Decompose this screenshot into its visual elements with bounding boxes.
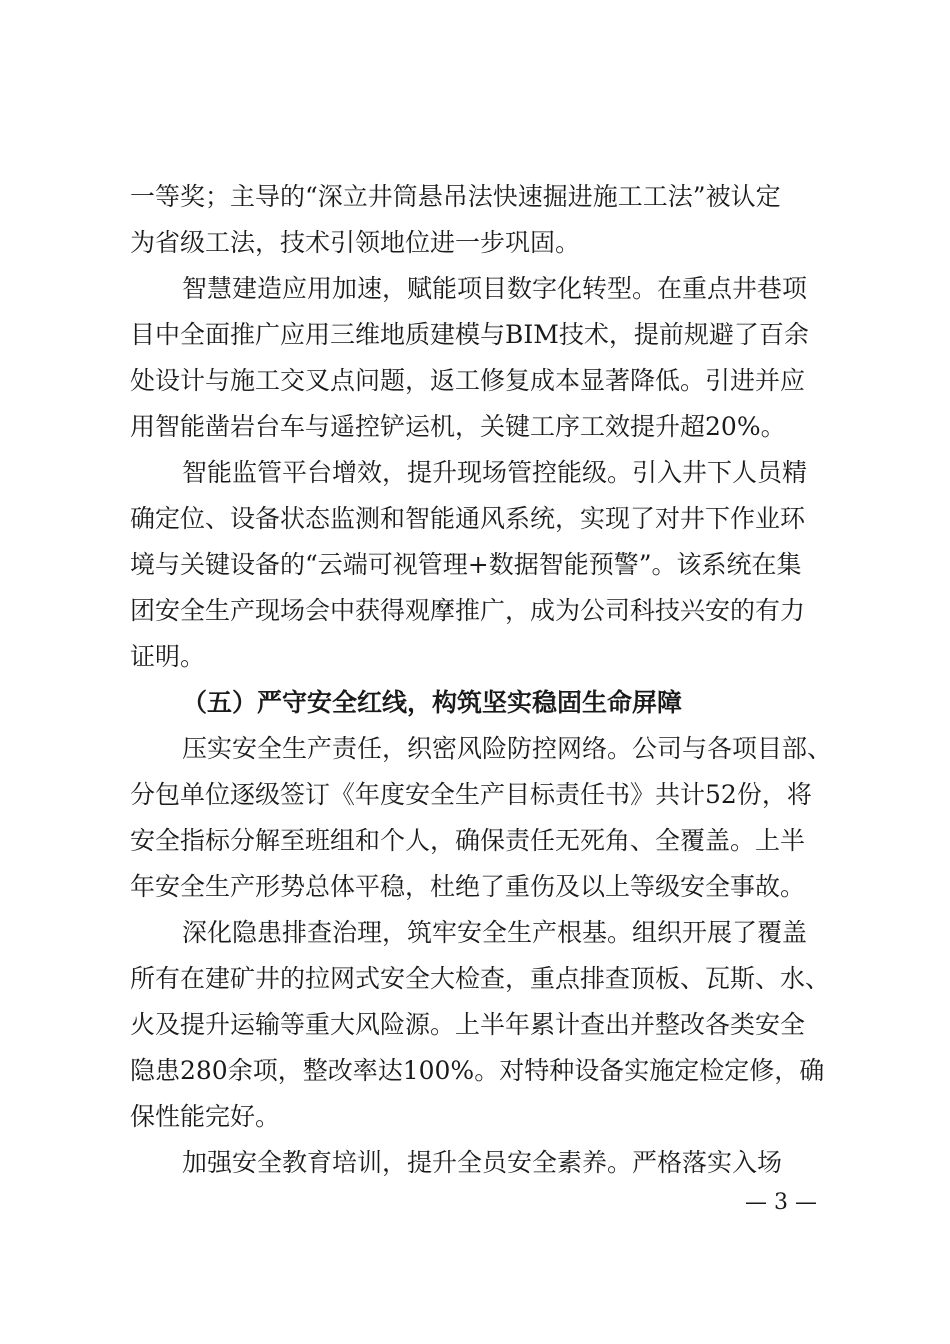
paragraph-line: 安全指标分解至班组和个人，确保责任无死角、全覆盖。上半: [130, 826, 806, 855]
paragraph-line: 境与关键设备的“云端可视管理+数据智能预警”。该系统在集: [130, 550, 802, 579]
paragraph-line: 隐患280余项，整改率达100%。对特种设备实施定检定修，确: [130, 1056, 825, 1085]
paragraph-line: 用智能凿岩台车与遥控铲运机，关键工序工效提升超20%。: [130, 412, 786, 441]
paragraph-line: 处设计与施工交叉点问题，返工修复成本显著降低。引进并应: [130, 366, 806, 395]
paragraph-line: 一等奖；主导的“深立井筒悬吊法快速掘进施工工法”被认定: [130, 182, 781, 211]
page-number: — 3 —: [745, 1190, 817, 1215]
paragraph-line: 保性能完好。: [130, 1102, 281, 1131]
paragraph-line: 为省级工法，技术引领地位进一步巩固。: [130, 228, 581, 257]
paragraph-line: 深化隐患排查治理，筑牢安全生产根基。组织开展了覆盖: [182, 918, 808, 947]
paragraph-line: 目中全面推广应用三维地质建模与BIM技术，提前规避了百余: [130, 320, 809, 349]
paragraph-line: 智慧建造应用加速，赋能项目数字化转型。在重点井巷项: [182, 274, 808, 303]
paragraph-line: 智能监管平台增效，提升现场管控能级。引入井下人员精: [182, 458, 808, 487]
paragraph-line: 分包单位逐级签订《年度安全生产目标责任书》共计52份，将: [130, 780, 812, 809]
paragraph-line: 团安全生产现场会中获得观摩推广，成为公司科技兴安的有力: [130, 596, 806, 625]
paragraph-line: 证明。: [130, 642, 206, 671]
paragraph-line: 加强安全教育培训，提升全员安全素养。严格落实入场: [182, 1148, 783, 1177]
paragraph-line: 年安全生产形势总体平稳，杜绝了重伤及以上等级安全事故。: [130, 872, 806, 901]
paragraph-line: 所有在建矿井的拉网式安全大检查，重点排查顶板、瓦斯、水、: [130, 964, 831, 993]
paragraph-line: 确定位、设备状态监测和智能通风系统，实现了对井下作业环: [130, 504, 806, 533]
paragraph-line: 火及提升运输等重大风险源。上半年累计查出并整改各类安全: [130, 1010, 806, 1039]
paragraph-line: 压实安全生产责任，织密风险防控网络。公司与各项目部、: [182, 734, 833, 763]
section-heading: （五）严守安全红线，构筑坚实稳固生命屏障: [182, 688, 683, 717]
